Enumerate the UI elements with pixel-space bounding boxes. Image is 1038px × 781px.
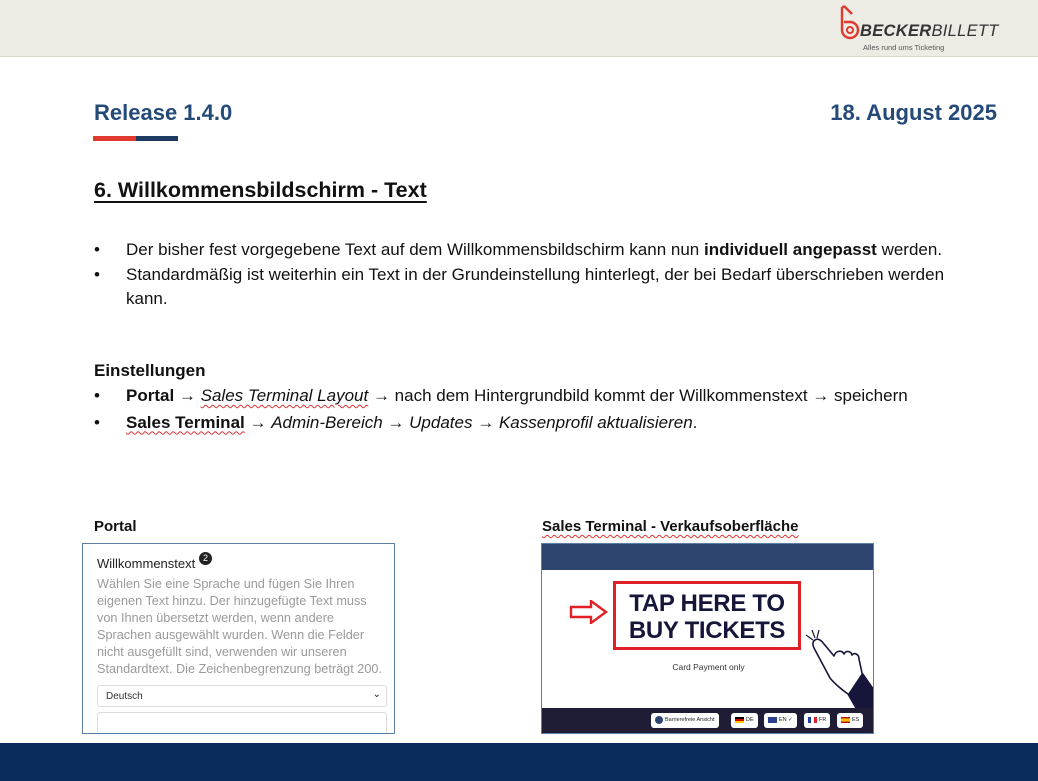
terminal-top-bar xyxy=(542,544,874,570)
logo-tagline: Alles rund ums Ticketing xyxy=(863,43,945,52)
settings-heading: Einstellungen xyxy=(94,361,206,380)
flag-es-icon xyxy=(841,717,850,723)
settings-item-portal xyxy=(94,384,974,409)
settings-path: Updates xyxy=(409,412,473,432)
settings-path: Admin-Bereich xyxy=(271,412,383,432)
bullet-dot: • xyxy=(94,240,100,259)
bullet-text: Standardmäßig ist weiterhin ein Text in der Grundeinstellung hinterlegt, der bei Bedarf überschrieben werden kann. xyxy=(126,264,945,308)
bullet-dot: • xyxy=(94,264,100,284)
bullet-dot: • xyxy=(94,412,100,432)
sales-terminal-screenshot xyxy=(541,543,874,734)
logo-mark-icon xyxy=(838,4,862,44)
arrow-text: → xyxy=(472,412,499,432)
section-title: 6. Willkommensbildschirm - Text xyxy=(94,178,427,202)
tap-line-2: BUY TICKETS xyxy=(628,617,786,644)
release-title: Release 1.4.0 xyxy=(94,100,233,125)
bullet-dot: • xyxy=(94,386,100,405)
language-select[interactable] xyxy=(97,685,387,707)
tap-to-buy-label xyxy=(616,590,798,644)
title-underline-blue xyxy=(136,136,178,141)
welcome-text-description: Wählen Sie eine Sprache und fügen Sie Ihren eigenen Text hinzu. Der hinzugefügte Text muss von Ihnen übersetzt werden, wenn andere Sprachen ausgewählt wurden. Wenn die Felder nicht ausgefüllt sind, verwenden wir unseren Standardtext. Die Zeichenbegrenzung beträgt 200. xyxy=(97,577,382,676)
language-es-label: ES xyxy=(852,717,860,723)
bullet-item xyxy=(94,238,974,263)
settings-root: Portal xyxy=(126,386,175,405)
bullet-text-pre: Der bisher fest vorgegebene Text auf dem Willkommensbildschirm kann nun xyxy=(126,240,704,259)
arrow-text: → xyxy=(382,412,410,432)
sales-caption-text: Sales Terminal - Verkaufsoberfläche xyxy=(542,518,799,535)
footer-bar xyxy=(0,743,1038,781)
settings-bullet-list xyxy=(94,384,974,435)
arrow-text: → xyxy=(244,412,272,432)
title-underline-red xyxy=(93,136,136,141)
sales-terminal-caption xyxy=(542,518,799,535)
chevron-down-icon: ⌄ xyxy=(372,689,381,700)
language-select-value: Deutsch xyxy=(106,691,143,702)
bullet-text-bold: individuell angepasst xyxy=(703,240,877,259)
terminal-bottom-bar xyxy=(542,708,874,734)
language-de-label: DE xyxy=(746,717,754,723)
welcome-text-title: Willkommenstext xyxy=(97,556,196,571)
bullet-text-post: werden. xyxy=(876,240,943,259)
becker-billett-logo xyxy=(838,4,998,54)
settings-item-sales-terminal xyxy=(94,411,974,436)
top-bar xyxy=(0,0,1038,57)
settings-path: Kassenprofil aktualisieren xyxy=(498,412,693,432)
welcome-text-input[interactable] xyxy=(97,712,387,734)
release-date: 18. August 2025 xyxy=(830,100,997,125)
accessibility-icon xyxy=(655,716,663,724)
settings-path: Sales Terminal Layout xyxy=(200,386,369,405)
flag-de-icon xyxy=(735,717,744,723)
language-fr-button[interactable] xyxy=(804,713,830,728)
language-fr-label: FR xyxy=(819,717,827,723)
portal-screenshot xyxy=(82,543,395,734)
accessibility-button[interactable] xyxy=(651,713,719,728)
step-badge: 2 xyxy=(199,552,212,565)
settings-root: Sales Terminal xyxy=(126,412,245,432)
arrow-text: → xyxy=(174,386,201,405)
settings-rest: → nach dem Hintergrundbild kommt der Willkommenstext → speichern xyxy=(368,386,908,405)
tap-to-buy-button[interactable] xyxy=(613,581,801,650)
language-en-label: EN ✓ xyxy=(779,717,793,723)
logo-wordmark: BECKERBILLETT xyxy=(860,22,999,40)
feature-bullet-list xyxy=(94,238,974,312)
accessibility-label: Barrierefreie Ansicht xyxy=(665,717,715,723)
flag-en-icon xyxy=(768,717,777,723)
language-en-button[interactable] xyxy=(764,713,797,728)
settings-end: . xyxy=(692,412,698,432)
portal-caption: Portal xyxy=(94,518,137,535)
arrow-right-icon xyxy=(569,600,609,624)
tap-line-1: TAP HERE TO xyxy=(629,590,785,617)
flag-fr-icon xyxy=(808,717,817,723)
bullet-item xyxy=(94,263,974,312)
card-payment-note: Card Payment only xyxy=(672,662,745,672)
language-de-button[interactable] xyxy=(731,713,758,728)
language-es-button[interactable] xyxy=(837,713,863,728)
